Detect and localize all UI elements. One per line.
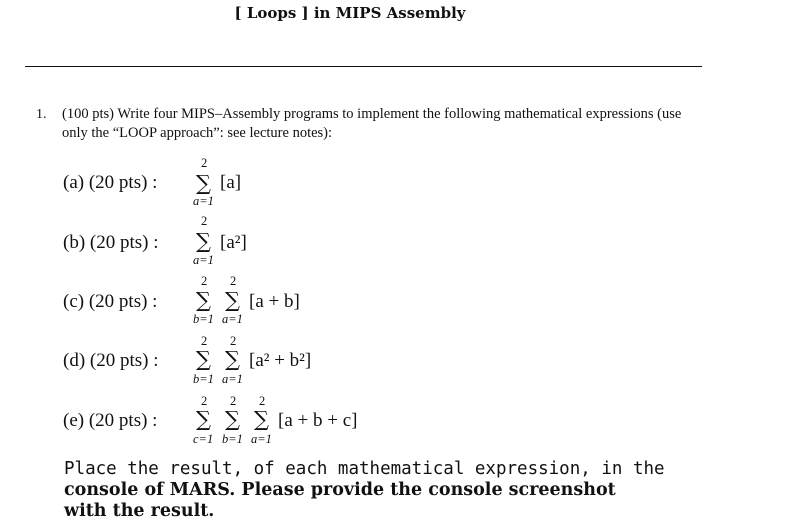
page-title: [ Loops ] in MIPS Assembly (234, 4, 466, 22)
part-d-sum1-sigma: ∑ (196, 347, 211, 371)
part-a-sum1-lower: a=1 (193, 194, 214, 208)
part-a-expression: [a] (220, 172, 242, 193)
part-e-sum1-lower: c=1 (193, 432, 214, 446)
part-b-sum1-sigma: ∑ (196, 229, 211, 253)
part-d-sum1-lower: b=1 (193, 372, 214, 386)
instruction-text (64, 459, 724, 522)
part-c-label: (c) (20 pts) : (63, 291, 158, 312)
question-number: 1. (36, 107, 47, 122)
instruction-line-1: Place the result, of each mathematical expression, in the (64, 459, 665, 479)
part-b-sum1-lower: a=1 (193, 253, 214, 267)
question-text: (100 pts) Write four MIPS–Assembly programs to implement the following mathematical expressions (use only the “LOOP approach”: see lecture notes): (62, 106, 682, 141)
part-c-sum2-sigma: ∑ (225, 288, 240, 312)
part-b-sum1-upper: 2 (201, 214, 208, 228)
part-e-sum2-sigma: ∑ (225, 407, 240, 431)
part-d-sum2-sigma: ∑ (225, 347, 240, 371)
part-e-sum1-upper: 2 (201, 394, 208, 408)
part-e-sum1-sigma: ∑ (196, 407, 211, 431)
divider (25, 66, 702, 67)
part-a-label: (a) (20 pts) : (63, 172, 158, 193)
part-d-label: (d) (20 pts) : (63, 350, 159, 371)
part-c-expression: [a + b] (249, 291, 300, 312)
part-c-sum1-lower: b=1 (193, 312, 214, 326)
part-d-expression: [a² + b²] (249, 350, 312, 371)
part-e-sum3-upper: 2 (259, 394, 266, 408)
instruction-line-3: with the result. (64, 501, 215, 521)
part-d-sum2-upper: 2 (230, 334, 237, 348)
part-e-label: (e) (20 pts) : (63, 410, 158, 431)
part-c-sum2-lower: a=1 (222, 312, 243, 326)
part-c-sum1-sigma: ∑ (196, 288, 211, 312)
part-b-expression: [a²] (220, 232, 247, 253)
part-c-sum2-upper: 2 (230, 274, 237, 288)
part-e-sum2-lower: b=1 (222, 432, 243, 446)
part-e-sum3-sigma: ∑ (254, 407, 269, 431)
part-c-sum1-upper: 2 (201, 274, 208, 288)
part-d-sum1-upper: 2 (201, 334, 208, 348)
part-a-sum1-upper: 2 (201, 156, 208, 170)
part-d-sum2-lower: a=1 (222, 372, 243, 386)
part-e-sum3-lower: a=1 (251, 432, 272, 446)
part-e-expression: [a + b + c] (278, 410, 358, 431)
part-e-sum2-upper: 2 (230, 394, 237, 408)
part-b-label: (b) (20 pts) : (63, 232, 159, 253)
instruction-line-2: console of MARS. Please provide the console screenshot (64, 480, 616, 500)
part-a-sum1-sigma: ∑ (196, 171, 211, 195)
